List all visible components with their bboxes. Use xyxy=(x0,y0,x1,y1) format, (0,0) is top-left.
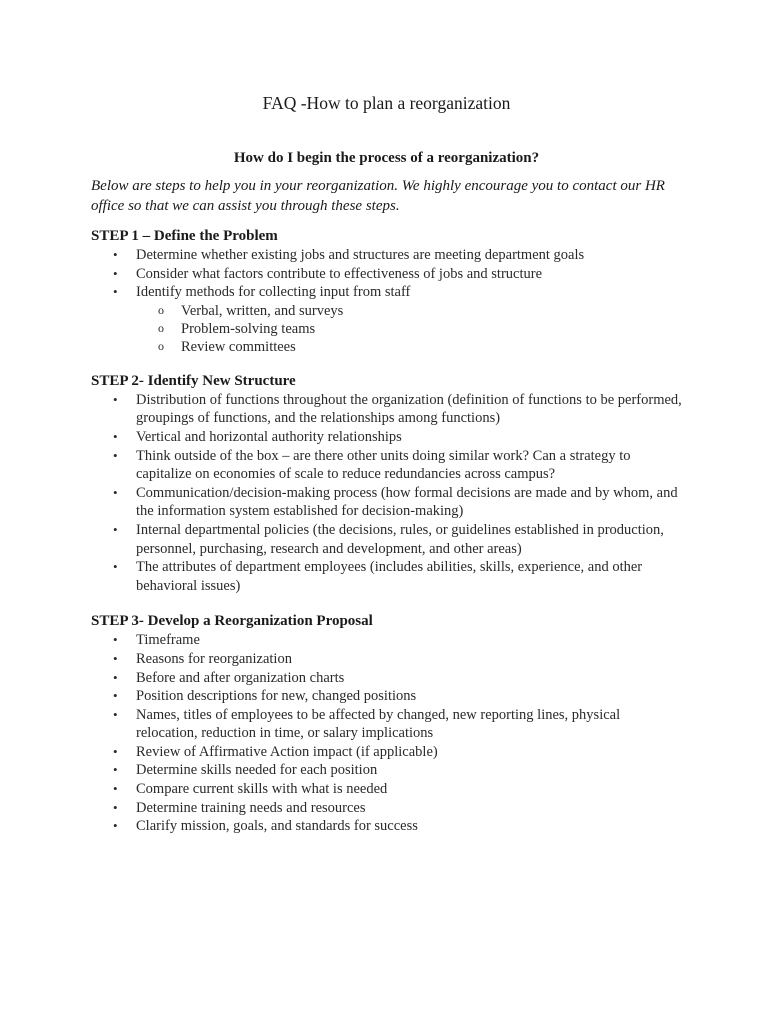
bullet-icon: • xyxy=(113,632,118,648)
bullet-icon: • xyxy=(113,781,118,797)
step-3-list xyxy=(91,631,682,836)
bullet-icon: • xyxy=(113,743,118,759)
list-item xyxy=(91,706,682,743)
sub-list-item-text: Verbal, written, and surveys xyxy=(181,302,344,319)
list-item-text: Compare current skills with what is needed xyxy=(136,781,388,798)
list-item xyxy=(91,650,682,669)
list-item xyxy=(91,817,682,836)
list-item-text: Identify methods for collecting input from staff xyxy=(136,284,411,301)
list-item xyxy=(91,428,682,447)
list-item-text: Position descriptions for new, changed positions xyxy=(136,688,417,705)
list-item-text: Think outside of the box – are there other units doing similar work? Can a strategy to capitalize on economies of scale to reduce redundancies across campus? xyxy=(136,447,631,483)
list-item xyxy=(91,780,682,799)
bullet-icon: • xyxy=(113,428,118,444)
list-item-text: Internal departmental policies (the decisions, rules, or guidelines established in production, personnel, purchasing, research and development, and other areas) xyxy=(136,521,664,557)
list-item xyxy=(91,558,682,595)
step-1-sub-list xyxy=(136,302,682,356)
circle-bullet-icon: o xyxy=(158,338,164,353)
bullet-icon: • xyxy=(113,447,118,463)
circle-bullet-icon: o xyxy=(158,302,164,317)
bullet-icon: • xyxy=(113,247,118,262)
bullet-icon: • xyxy=(113,818,118,834)
bullet-icon: • xyxy=(113,484,118,500)
list-item-text: Determine whether existing jobs and structures are meeting department goals xyxy=(136,247,585,263)
list-item-text: Clarify mission, goals, and standards for success xyxy=(136,818,418,835)
step-2-heading: STEP 2- Identify New Structure xyxy=(91,372,296,389)
step-1-list xyxy=(91,246,682,356)
bullet-icon: • xyxy=(113,391,118,407)
list-item-text: Before and after organization charts xyxy=(136,669,345,686)
list-item-text: Vertical and horizontal authority relationships xyxy=(136,428,402,445)
list-item-text: Distribution of functions throughout the organization (definition of functions to be performed, groupings of functions, and the relationships among functions) xyxy=(136,391,682,427)
list-item xyxy=(91,761,682,780)
list-item xyxy=(91,447,682,484)
bullet-icon: • xyxy=(113,284,118,300)
bullet-icon: • xyxy=(113,799,118,815)
list-item-text: Names, titles of employees to be affected by changed, new reporting lines, physical relocation, reduction in time, or salary implications xyxy=(136,706,621,742)
list-item xyxy=(91,283,682,356)
sub-list-item xyxy=(136,320,682,338)
bullet-icon: • xyxy=(113,669,118,685)
list-item xyxy=(91,743,682,762)
list-item xyxy=(91,484,682,521)
step-3-heading: STEP 3- Develop a Reorganization Proposal xyxy=(91,613,373,630)
bullet-icon: • xyxy=(113,762,118,778)
list-item xyxy=(91,669,682,688)
bullet-icon: • xyxy=(113,265,118,281)
list-item-text: Determine skills needed for each position xyxy=(136,762,378,779)
bullet-icon: • xyxy=(113,706,118,722)
list-item xyxy=(91,246,682,265)
list-item-text: Review of Affirmative Action impact (if applicable) xyxy=(136,743,438,760)
step-2-list xyxy=(91,391,682,596)
sub-list-item xyxy=(136,302,682,320)
list-item xyxy=(91,521,682,558)
bullet-icon: • xyxy=(113,559,118,575)
bullet-icon: • xyxy=(113,521,118,537)
sub-list-item xyxy=(136,338,682,356)
list-item-text: Consider what factors contribute to effectiveness of jobs and structure xyxy=(136,265,543,282)
faq-question: How do I begin the process of a reorganization? xyxy=(233,150,540,166)
intro-paragraph: Below are steps to help you in your reorganization. We highly encourage you to contact our HR office so that we can assist you through these steps. xyxy=(91,178,665,214)
bullet-icon: • xyxy=(113,688,118,704)
list-item xyxy=(91,631,682,650)
list-item-text: The attributes of department employees (includes abilities, skills, experience, and other behavioral issues) xyxy=(136,559,643,594)
circle-bullet-icon: o xyxy=(158,320,164,335)
sub-list-item-text: Review committees xyxy=(181,338,296,355)
list-item-text: Determine training needs and resources xyxy=(136,799,366,816)
list-item xyxy=(91,687,682,706)
bullet-icon: • xyxy=(113,650,118,666)
sub-list-item-text: Problem-solving teams xyxy=(181,320,316,337)
list-item-text: Reasons for reorganization xyxy=(136,650,292,667)
list-item xyxy=(91,799,682,818)
list-item-text: Communication/decision-making process (how formal decisions are made and by whom, and the information system established for decision-making) xyxy=(136,484,678,520)
list-item xyxy=(91,391,682,428)
list-item xyxy=(91,265,682,284)
step-1-heading: STEP 1 – Define the Problem xyxy=(91,228,278,244)
document-title: FAQ -How to plan a reorganization xyxy=(262,93,511,113)
list-item-text: Timeframe xyxy=(136,632,200,649)
